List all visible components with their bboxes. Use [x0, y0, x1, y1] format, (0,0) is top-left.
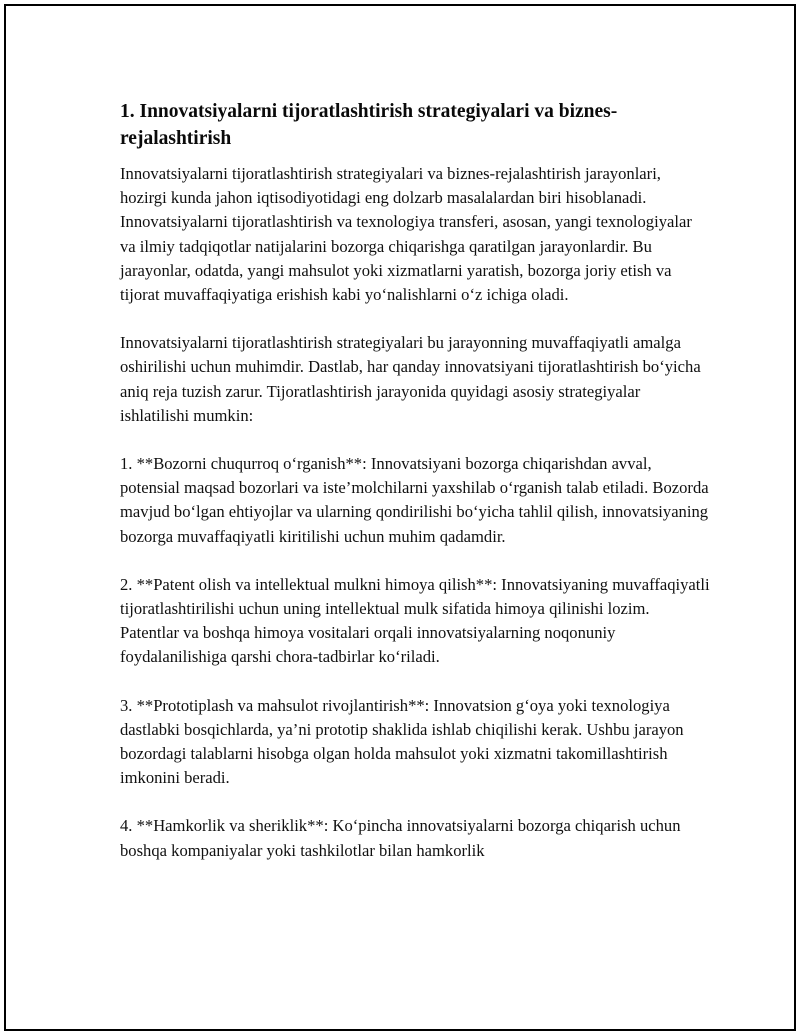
list-item-market-research: 1. **Bozorni chuqurroq o‘rganish**: Innovatsiyani bozorga chiqarishdan avval, potensial maqsad bozorlari va iste’molchilarni yaxshilab o‘rganish talab etiladi. Bozorda mavjud bo‘lgan ehtiyojlar va ularning qondirilishi bo‘yicha tahlil qilish, innovatsiyaning bozorga muvaffaqiyatli kiritilishi uchun muhim qadamdir. — [120, 454, 709, 546]
paragraph-intro: Innovatsiyalarni tijoratlashtirish strategiyalari va biznes-rejalashtirish jarayonlari, hozirgi kunda jahon iqtisodiyotidagi eng dolzarb masalalardan biri hisoblanadi. Innovatsiyalarni tijoratlashtirish va texnologiya transferi, asosan, yangi texnologiyalar va ilmiy tadqiqotlar natijalarini bozorga chiqarishga qaratilgan jarayonlardir. Bu jarayonlar, odatda, yangi mahsulot yoki xizmatlarni yaratish, bozorga joriy etish va tijorat muvaffaqiyatiga erishish kabi yo‘nalishlarni o‘z ichiga oladi. — [120, 164, 692, 305]
document-page — [4, 4, 796, 1031]
list-item-patent: 2. **Patent olish va intellektual mulkni himoya qilish**: Innovatsiyaning muvaffaqiyatli tijoratlashtirilishi uchun uning intellektual mulk sifatida himoya qilinishi lozim. Patentlar va boshqa himoya vositalari orqali innovatsiyalarning noqonuniy foydalanilishiga qarshi chora-tadbirlar ko‘riladi. — [120, 574, 710, 667]
section-heading: 1. Innovatsiyalarni tijoratlashtirish strategiyalari va biznes-rejalashtirish — [120, 101, 618, 149]
document-body — [120, 98, 710, 887]
list-item-partnership: 4. **Hamkorlik va sheriklik**: Ko‘pincha innovatsiyalarni bozorga chiqarish uchun boshqa kompaniyalar yoki tashkilotlar bilan hamkorlik — [120, 816, 681, 860]
list-item-prototyping: 3. **Prototiplash va mahsulot rivojlantirish**: Innovatsion g‘oya yoki texnologiya dastlabki bosqichlarda, ya’ni prototip shaklida ishlab chiqilishi kerak. Ushbu jarayon bozordagi talablarni hisobga olgan holda mahsulot yoki xizmatni takomillashtirish imkonini beradi. — [120, 695, 684, 788]
paragraph-strategies: Innovatsiyalarni tijoratlashtirish strategiyalari bu jarayonning muvaffaqiyatli amalga oshirilishi uchun muhimdir. Dastlab, har qanday innovatsiyani tijoratlashtirish bo‘yicha aniq reja tuzish zarur. Tijoratlashtirish jarayonida quyidagi asosiy strategiyalar ishlatilishi mumkin: — [120, 333, 701, 425]
